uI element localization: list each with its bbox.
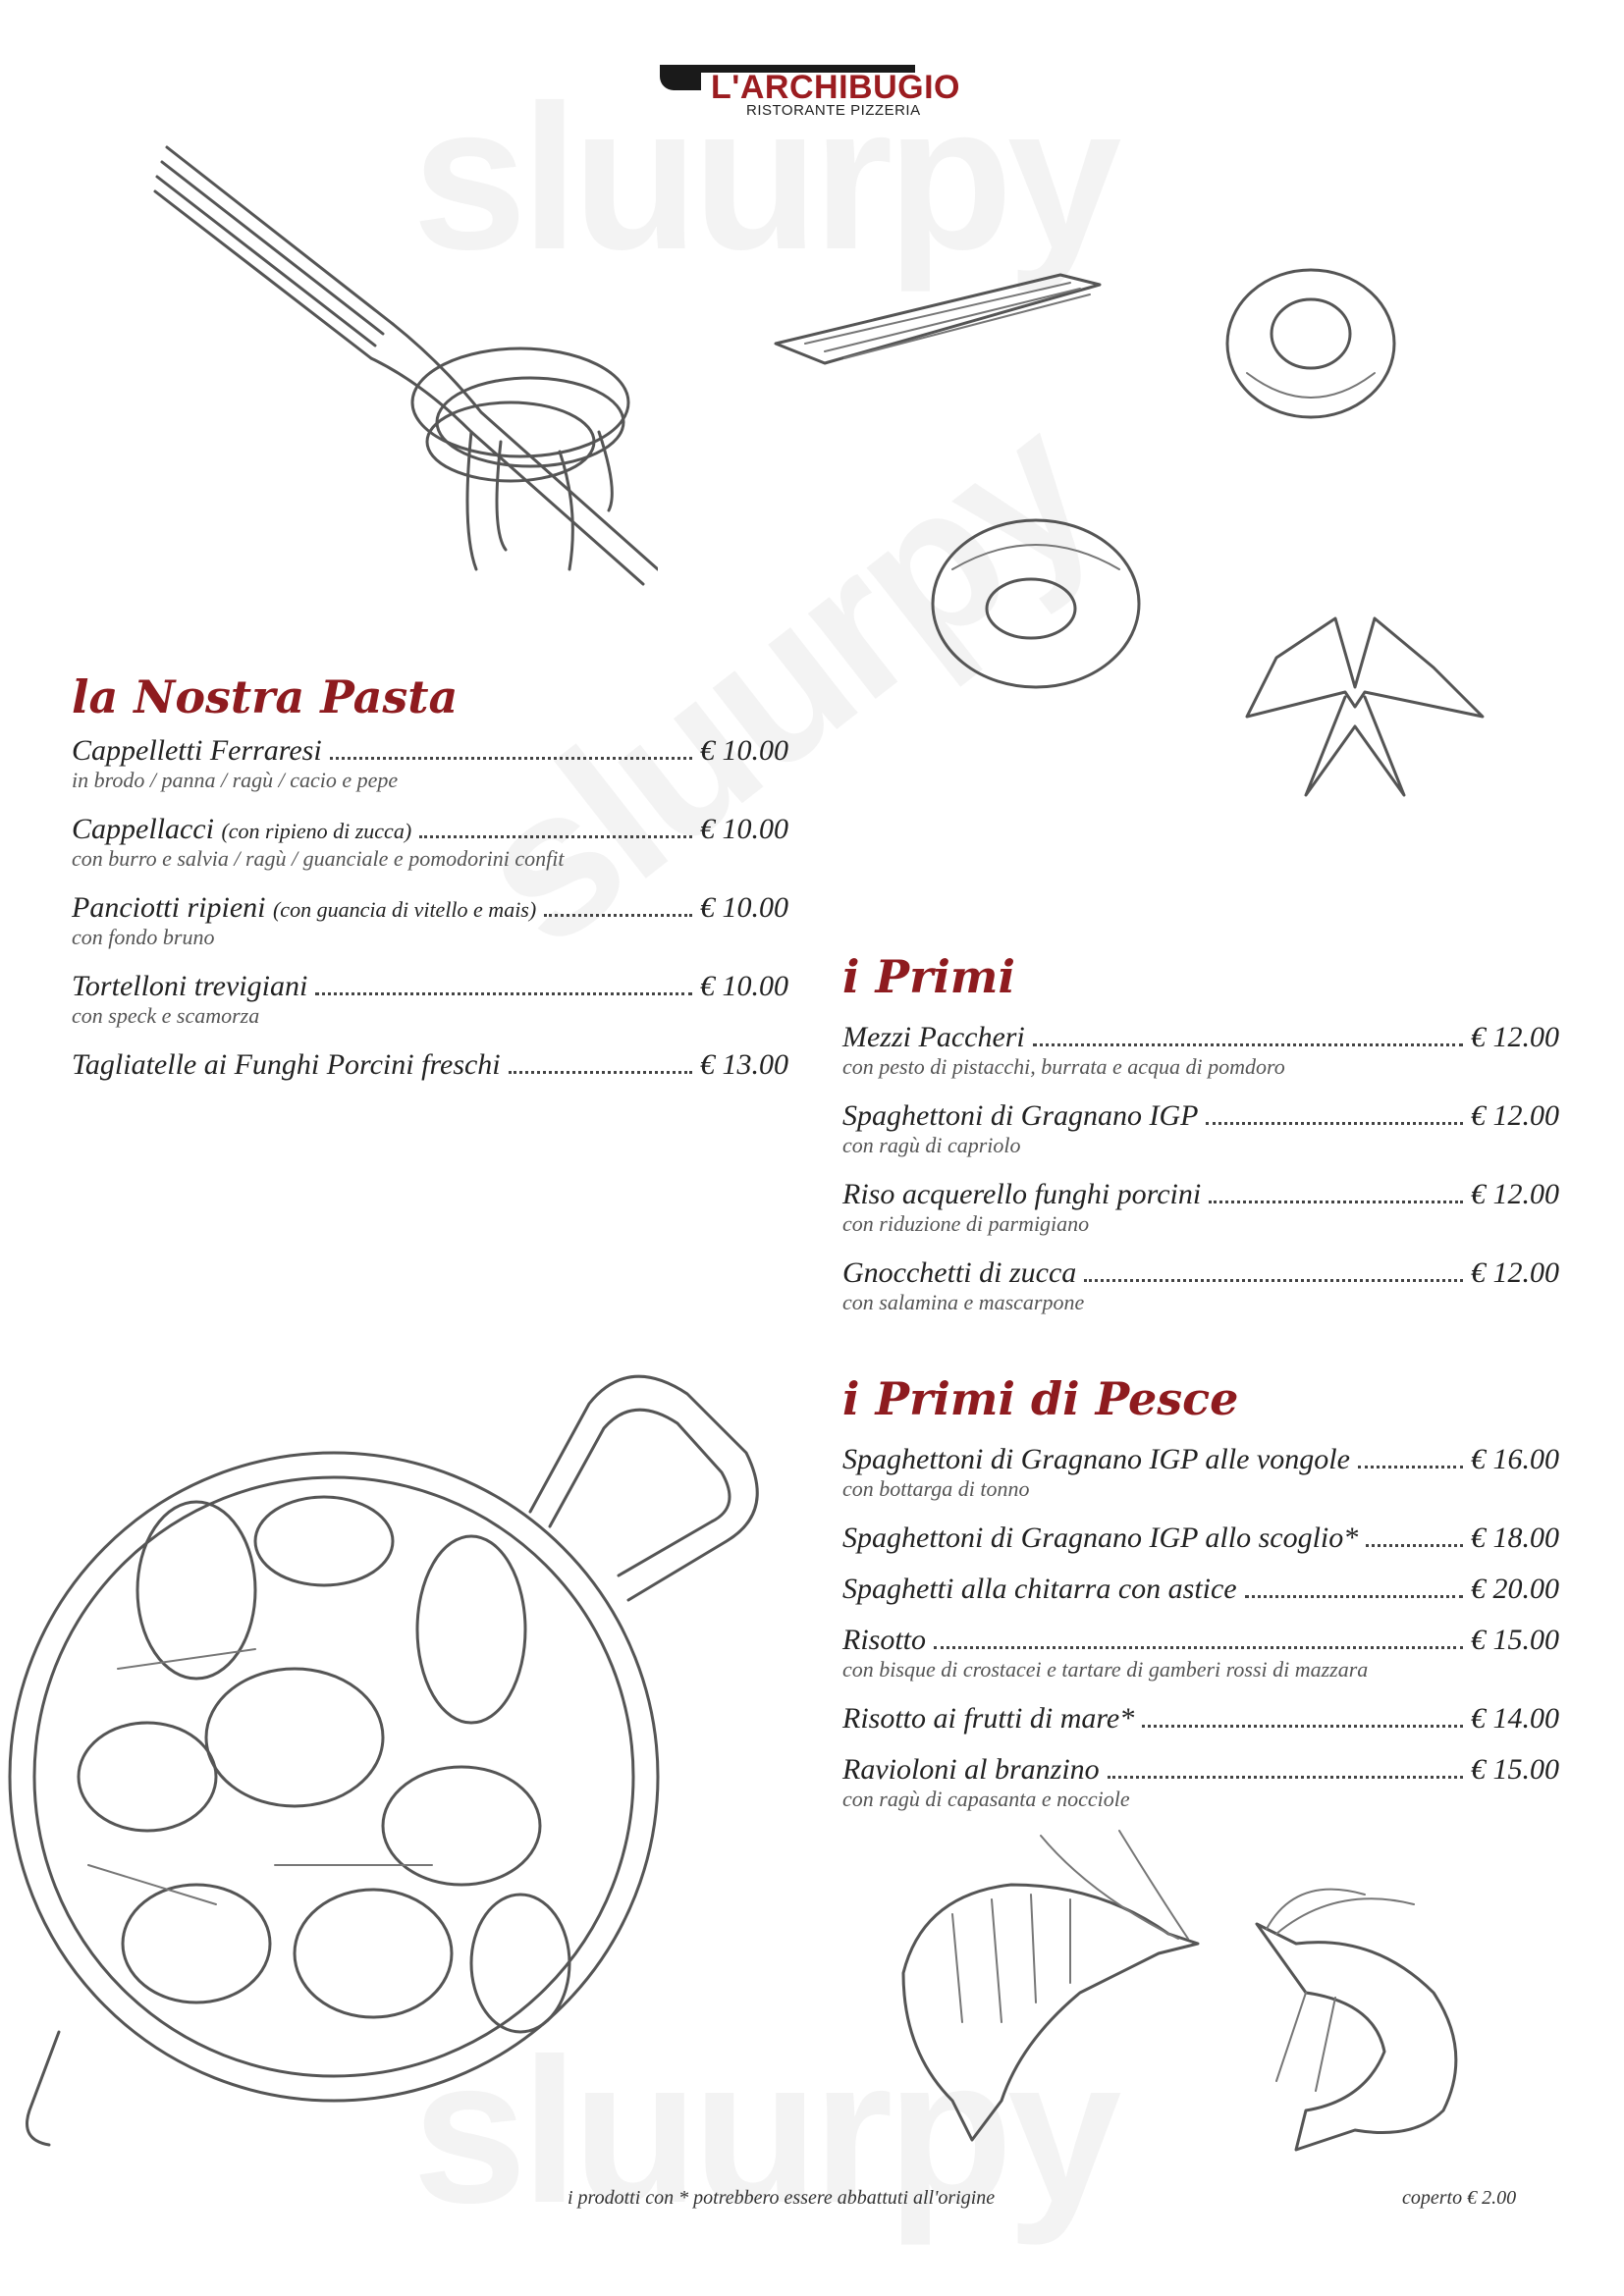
cover-charge: coperto € 2.00 [1402, 2187, 1517, 2209]
footer-note: i prodotti con * potrebbero essere abbattuti all'origine [568, 2187, 996, 2209]
menu-item [72, 1048, 788, 1082]
item-description: con salamina e mascarpone [842, 1290, 1085, 1314]
section-pesce [842, 1372, 1238, 1425]
item-price: € 14.00 [1471, 1702, 1559, 1735]
menu-item [72, 970, 788, 1029]
item-price: € 15.00 [1471, 1753, 1559, 1786]
item-name: Panciotti ripieni [72, 891, 266, 924]
item-name: Risotto [842, 1624, 927, 1656]
item-name: Risotto ai frutti di mare* [842, 1702, 1135, 1735]
item-name: Gnocchetti di zucca [842, 1256, 1077, 1289]
item-name: Spaghettoni di Gragnano IGP alle vongole [842, 1443, 1350, 1475]
item-name: Spaghetti alla chitarra con astice [842, 1573, 1237, 1605]
item-description: con riduzione di parmigiano [842, 1211, 1090, 1236]
logo-name: L'ARCHIBUGIO [711, 69, 960, 106]
item-price: € 20.00 [1471, 1573, 1559, 1605]
item-price: € 10.00 [700, 970, 788, 1002]
fork-spaghetti-illustration [147, 137, 658, 589]
item-price: € 10.00 [700, 891, 788, 924]
item-price: € 12.00 [1471, 1256, 1559, 1289]
leader-dots [1142, 1725, 1463, 1728]
item-name: Spaghettoni di Gragnano IGP [842, 1099, 1199, 1132]
item-price: € 12.00 [1471, 1178, 1559, 1210]
menu-item [72, 891, 788, 950]
item-price: € 12.00 [1471, 1099, 1559, 1132]
section-primi [842, 950, 1015, 1003]
leader-dots [1206, 1122, 1463, 1125]
section-title-pasta: la Nostra Pasta [72, 670, 459, 723]
leader-dots [1358, 1466, 1463, 1468]
item-name: Ravioloni al branzino [842, 1753, 1100, 1786]
primi-list [842, 1021, 1559, 1315]
leader-dots [315, 992, 692, 995]
menu-item [842, 1021, 1559, 1080]
leader-dots [1108, 1776, 1463, 1779]
farfalle-icon [1237, 599, 1492, 805]
menu-item [842, 1753, 1559, 1812]
menu-item [72, 734, 788, 793]
menu-item [842, 1443, 1559, 1502]
item-description: con bottarga di tonno [842, 1476, 1030, 1501]
leader-dots [419, 835, 692, 838]
leader-dots [934, 1646, 1463, 1649]
menu-item [72, 813, 788, 872]
item-name: Spaghettoni di Gragnano IGP allo scoglio* [842, 1522, 1359, 1554]
leader-dots [1366, 1544, 1463, 1547]
shrimp-icon-2 [1237, 1885, 1492, 2160]
leader-dots [1245, 1595, 1463, 1598]
leader-dots [544, 914, 692, 917]
item-name: Cappellacci [72, 813, 214, 845]
item-description: con speck e scamorza [72, 1003, 260, 1028]
item-name: Riso acquerello funghi porcini [842, 1178, 1202, 1210]
section-title-primi: i Primi [842, 950, 1015, 1003]
menu-item [842, 1522, 1559, 1555]
leader-dots [330, 757, 692, 760]
item-name: Mezzi Paccheri [842, 1021, 1025, 1053]
menu-item [842, 1099, 1559, 1158]
section-title-pesce: i Primi di Pesce [842, 1372, 1239, 1425]
item-description: con pesto di pistacchi, burrata e acqua di pomdoro [842, 1054, 1285, 1079]
menu-item [842, 1702, 1559, 1735]
item-price: € 10.00 [700, 734, 788, 767]
pesce-list [842, 1443, 1559, 1812]
item-price: € 16.00 [1471, 1443, 1559, 1475]
menu-item [842, 1573, 1559, 1606]
item-description: in brodo / panna / ragù / cacio e pepe [72, 768, 399, 792]
item-price: € 13.00 [700, 1048, 788, 1081]
item-price: € 10.00 [700, 813, 788, 845]
item-note: (con ripieno di zucca) [221, 819, 412, 843]
item-price: € 18.00 [1471, 1522, 1559, 1554]
logo-subtitle: RISTORANTE PIZZERIA [746, 102, 921, 119]
menu-item [842, 1256, 1559, 1315]
item-description: con ragù di capriolo [842, 1133, 1021, 1157]
item-description: con fondo bruno [72, 925, 215, 949]
item-description: con burro e salvia / ragù / guanciale e pomodorini confit [72, 846, 565, 871]
item-note: (con guancia di vitello e mais) [272, 897, 537, 922]
item-description: con bisque di crostacei e tartare di gamberi rossi di mazzara [842, 1657, 1369, 1682]
item-name: Tagliatelle ai Funghi Porcini freschi [72, 1048, 501, 1081]
leader-dots [1084, 1279, 1463, 1282]
item-price: € 15.00 [1471, 1624, 1559, 1656]
menu-item [842, 1178, 1559, 1237]
tortellino-icon [1218, 255, 1404, 432]
item-description: con ragù di capasanta e nocciole [842, 1787, 1130, 1811]
section-pasta [72, 670, 458, 723]
item-name: Tortelloni trevigiani [72, 970, 308, 1002]
penne-icon [766, 265, 1119, 373]
leader-dots [1033, 1043, 1463, 1046]
tortellino-icon-2 [923, 510, 1149, 697]
pasta-list [72, 734, 788, 1082]
item-price: € 12.00 [1471, 1021, 1559, 1053]
leader-dots [509, 1071, 692, 1074]
menu-item [842, 1624, 1559, 1682]
restaurant-logo [660, 59, 974, 128]
leader-dots [1209, 1201, 1463, 1203]
shrimp-icon [864, 1826, 1218, 2150]
seafood-pan-illustration [0, 1315, 785, 2160]
item-name: Cappelletti Ferraresi [72, 734, 322, 767]
